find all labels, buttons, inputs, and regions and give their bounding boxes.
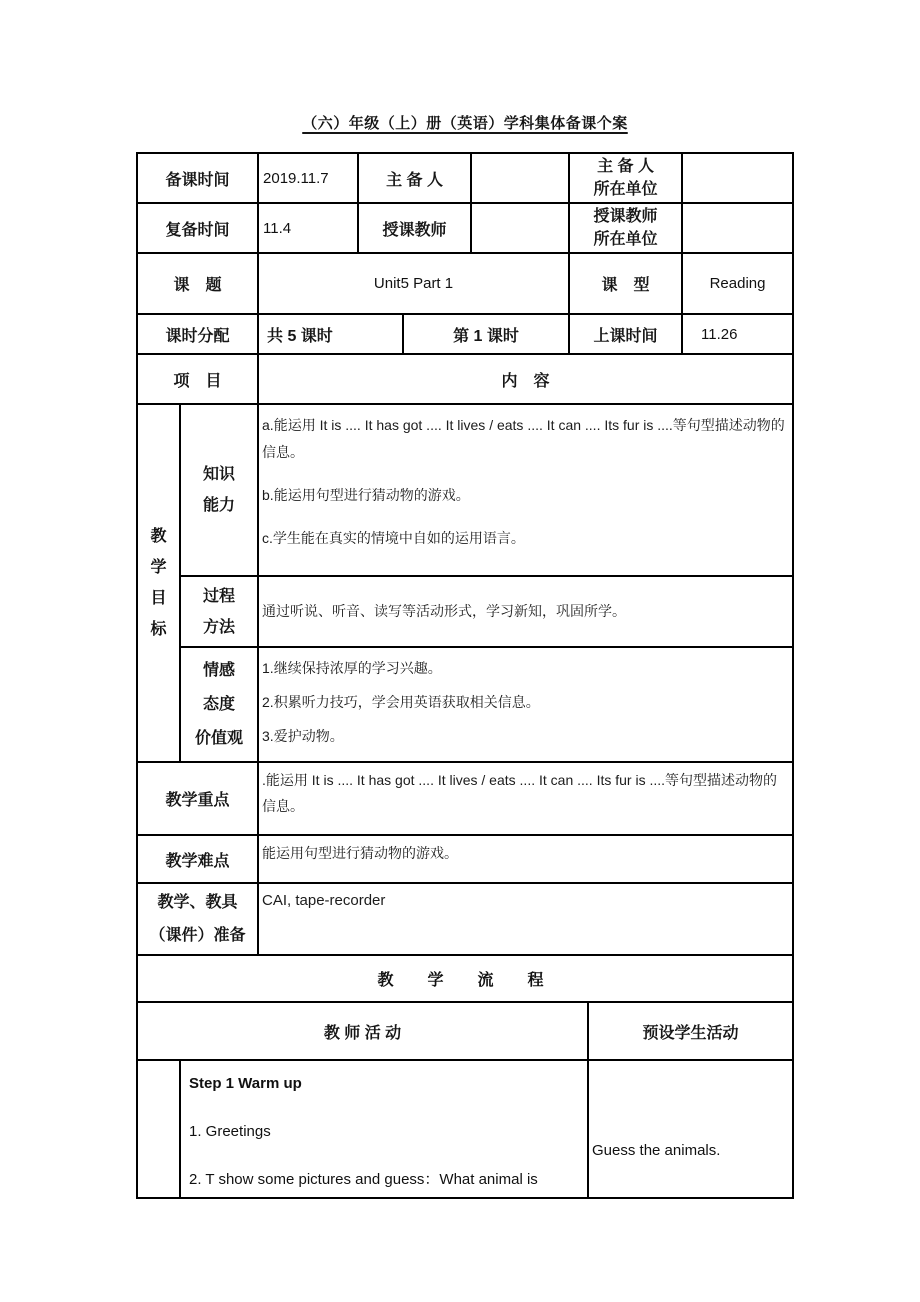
teaching-teacher-label-cell: 授课教师 <box>358 203 471 253</box>
teacher-activity-content-cell <box>180 1060 588 1198</box>
lesson-title-label-cell: 课 题 <box>137 253 258 314</box>
teaching-process-header-cell: 教 学 流 程 <box>137 955 793 1002</box>
current-period-cell: 第 1 课时 <box>403 314 569 354</box>
key-points-content-cell <box>258 762 793 835</box>
teacher-activity-header-cell: 教 师 活 动 <box>137 1002 588 1060</box>
content-header-cell: 内 容 <box>258 354 793 404</box>
lead-person-unit-value-cell <box>682 153 793 203</box>
teaching-aids-text: CAI, tape-recorder <box>262 892 386 909</box>
student-activity-header-cell: 预设学生活动 <box>588 1002 793 1060</box>
attitude-label-line: 情感 <box>203 661 236 679</box>
attitude-values-label-cell <box>180 647 258 762</box>
lead-person-unit-label-cell <box>569 153 682 203</box>
table-row <box>137 762 793 835</box>
lesson-type-value-cell: Reading <box>682 253 793 314</box>
table-row <box>137 955 793 1002</box>
process-label-line: 过程 <box>203 587 236 605</box>
lead-person-value-cell <box>471 153 569 203</box>
objective-item: 1.继续保持浓厚的学习兴趣。 <box>262 660 442 676</box>
difficult-points-text: 能运用句型进行猜动物的游戏。 <box>262 845 459 861</box>
objectives-char: 学 <box>150 559 167 576</box>
table-row <box>137 1060 793 1198</box>
objective-item: a.能运用 It is .... It has got .... It lives / eats .... It can .... Its fur is ....等句型描述动物的信息。 <box>262 417 785 460</box>
teaching-aids-content-cell <box>258 883 793 955</box>
difficult-points-label-cell: 教学难点 <box>137 835 258 883</box>
attitude-values-content-cell <box>258 647 793 762</box>
process-method-label-cell <box>180 576 258 647</box>
table-row <box>137 354 793 404</box>
attitude-label-line: 态度 <box>203 695 236 713</box>
table-row <box>137 576 793 647</box>
table-row <box>137 404 793 576</box>
objectives-char: 教 <box>150 528 167 545</box>
knowledge-ability-content-cell <box>258 404 793 576</box>
teaching-objectives-side-label-cell <box>137 404 180 762</box>
item-header-cell: 项 目 <box>137 354 258 404</box>
teaching-aids-label-line1: 教学、教具 <box>157 894 238 911</box>
revise-time-value-cell: 11.4 <box>258 203 358 253</box>
lead-person-label-cell: 主 备 人 <box>358 153 471 203</box>
lesson-plan-table <box>136 152 794 1199</box>
lead-person-unit-line2: 所在单位 <box>593 181 658 198</box>
student-note: Guess the animals. <box>592 1142 721 1159</box>
teaching-teacher-value-cell <box>471 203 569 253</box>
teaching-aids-label-line2: （课件）准备 <box>149 927 246 944</box>
prep-time-value-cell: 2019.11.7 <box>258 153 358 203</box>
revise-time-label-cell: 复备时间 <box>137 203 258 253</box>
teaching-teacher-unit-line2: 所在单位 <box>593 231 658 248</box>
table-row <box>137 835 793 883</box>
objective-item: 通过听说、听音、读写等活动形式，学习新知，巩固所学。 <box>262 603 627 619</box>
knowledge-ability-label-cell <box>180 404 258 576</box>
key-points-label-cell: 教学重点 <box>137 762 258 835</box>
lesson-type-label-cell: 课 型 <box>569 253 682 314</box>
page-title <box>136 112 794 133</box>
period-allocation-label-cell: 课时分配 <box>137 314 258 354</box>
class-time-label-cell: 上课时间 <box>569 314 682 354</box>
teaching-teacher-unit-line1: 授课教师 <box>593 208 658 225</box>
difficult-points-content-cell <box>258 835 793 883</box>
process-method-content-cell <box>258 576 793 647</box>
teacher-step: 2. T show some pictures and guess：What animal is <box>189 1171 538 1188</box>
table-row <box>137 203 793 253</box>
teaching-teacher-unit-value-cell <box>682 203 793 253</box>
objective-item: b.能运用句型进行猜动物的游戏。 <box>262 487 470 503</box>
objectives-char: 目 <box>150 590 167 607</box>
objectives-char: 标 <box>150 621 167 638</box>
teaching-teacher-unit-label-cell <box>569 203 682 253</box>
knowledge-label-line: 知识 <box>203 466 236 483</box>
objective-item: c.学生能在真实的情境中自如的运用语言。 <box>262 530 525 546</box>
table-row <box>137 1002 793 1060</box>
lesson-title-value-cell: Unit5 Part 1 <box>258 253 569 314</box>
student-activity-content-cell <box>588 1060 793 1198</box>
teacher-step: 1. Greetings <box>189 1123 271 1140</box>
attitude-label-line: 价值观 <box>195 729 244 747</box>
lead-person-unit-line1: 主 备 人 <box>597 158 654 175</box>
teacher-step: Step 1 Warm up <box>189 1075 302 1092</box>
prep-time-label-cell: 备课时间 <box>137 153 258 203</box>
key-points-text: .能运用 It is .... It has got .... It lives / eats .... It can .... Its fur is ....等句型描述动物的信息。 <box>262 772 778 814</box>
objective-item: 3.爱护动物。 <box>262 728 344 744</box>
table-row <box>137 647 793 762</box>
table-row <box>137 153 793 203</box>
teaching-aids-label-cell <box>137 883 258 955</box>
process-label-line: 方法 <box>203 618 236 636</box>
page-title-text: （六）年级（上）册（英语）学科集体备课个案 <box>302 115 628 132</box>
knowledge-label-line: 能力 <box>203 497 236 514</box>
class-time-value-cell: 11.26 <box>682 314 793 354</box>
step-margin-cell <box>137 1060 180 1198</box>
table-row <box>137 253 793 314</box>
objective-item: 2.积累听力技巧，学会用英语获取相关信息。 <box>262 694 540 710</box>
total-periods-cell: 共 5 课时 <box>258 314 403 354</box>
table-row <box>137 883 793 955</box>
table-row <box>137 314 793 354</box>
